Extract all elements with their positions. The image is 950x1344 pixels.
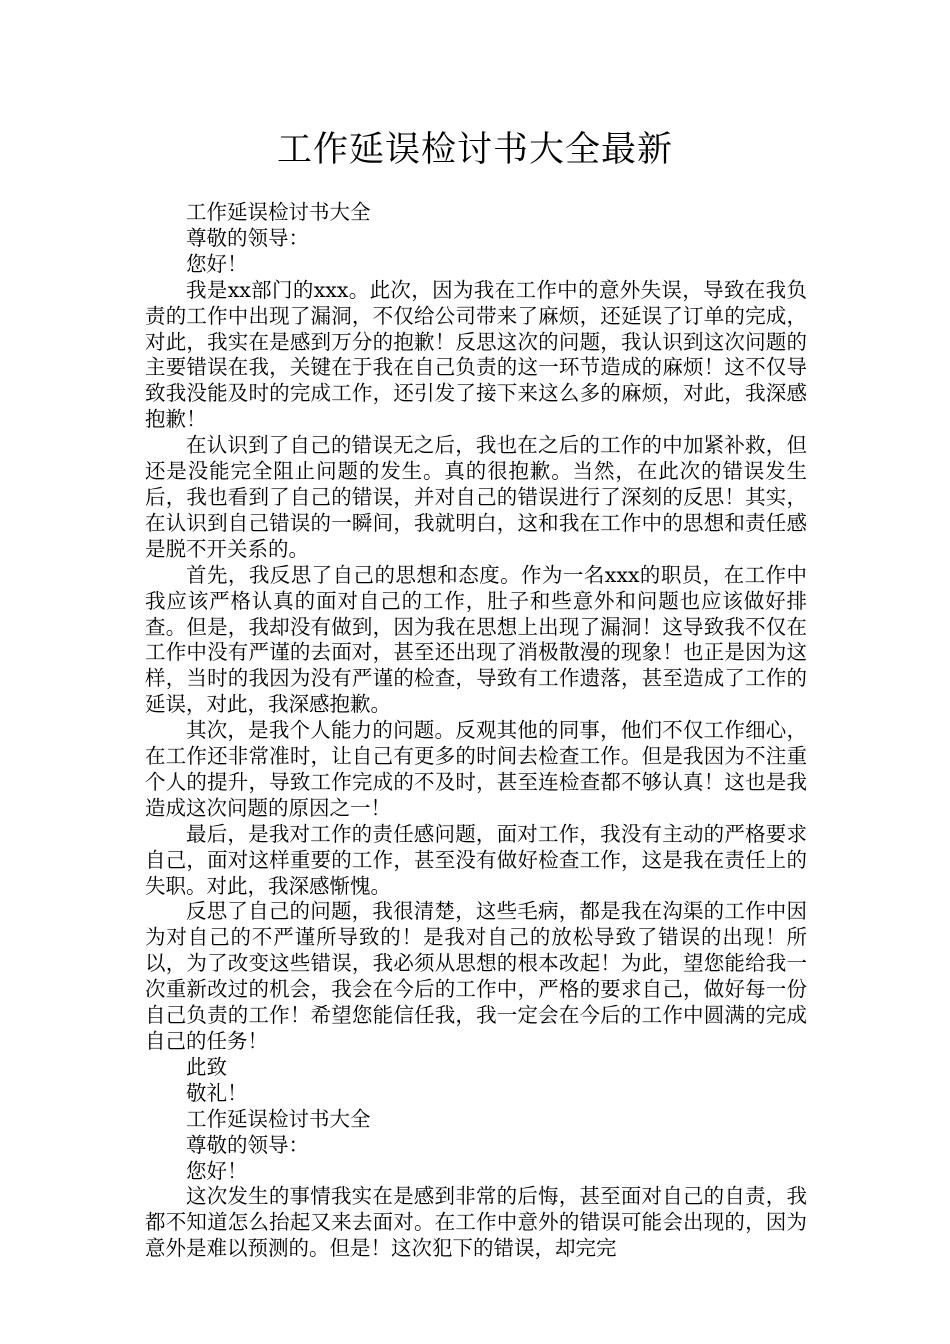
body-paragraph: 最后，是我对工作的责任感问题，面对工作，我没有主动的严格要求自己，面对这样重要的工作，甚至没有做好检查工作，这是我在责任上的失职。对此，我深感惭愧。 (145, 821, 807, 898)
body-paragraph: 反思了自己的问题，我很清楚，这些毛病，都是我在沟渠的工作中因为对自己的不严谨所导致的！是我对自己的放松导致了错误的出现！所以，为了改变这些错误，我必须从思想的根本改起！为此，望您能给我一次重新改过的机会，我会在今后的工作中，严格的要求自己，做好每一份自己负责的工作！希望您能信任我，我一定会在今后的工作中圆满的完成自己的任务！ (145, 899, 807, 1053)
subtitle-line: 工作延误检讨书大全 (186, 1106, 371, 1131)
salutation-line: 尊敬的领导： (186, 1132, 309, 1157)
document-title: 工作延误检讨书大全最新 (276, 130, 673, 170)
body-paragraph: 在认识到了自己的错误无之后，我也在之后的工作的中加紧补救，但还是没能完全阻止问题的发生。真的很抱歉。当然，在此次的错误发生后，我也看到了自己的错误，并对自己的错误进行了深刻的反思！其实，在认识到自己错误的一瞬间，我就明白，这和我在工作中的思想和责任感是脱不开关系的。 (145, 433, 807, 561)
closing-line: 此致 (186, 1054, 227, 1079)
greeting-line: 您好！ (186, 1158, 248, 1183)
body-paragraph: 其次，是我个人能力的问题。反观其他的同事，他们不仅工作细心，在工作还非常准时，让自己有更多的时间去检查工作。但是我因为不注重个人的提升，导致工作完成的不及时，甚至连检查都不够认真！这也是我造成这次问题的原因之一！ (145, 718, 807, 820)
document-body (145, 200, 807, 1262)
greeting-line: 您好！ (186, 251, 248, 276)
salutation-line: 尊敬的领导： (186, 225, 309, 250)
body-paragraph: 我是xx部门的xxx。此次，因为我在工作中的意外失误，导致在我负责的工作中出现了漏洞，不仅给公司带来了麻烦，还延误了订单的完成，对此，我实在是感到万分的抱歉！反思这次的问题，我认识到这次问题的主要错误在我，关键在于我在自己负责的这一环节造成的麻烦！这不仅导致我没能及时的完成工作，还引发了接下来这么多的麻烦，对此，我深感抱歉！ (145, 277, 807, 432)
body-paragraph: 首先，我反思了自己的思想和态度。作为一名xxx的职员，在工作中我应该严格认真的面对自己的工作，肚子和些意外和问题也应该做好排查。但是，我却没有做到，因为我在思想上出现了漏洞！这导致我不仅在工作中没有严谨的去面对，甚至还出现了消极散漫的现象！也正是因为这样，当时的我因为没有严谨的检查，导致有工作遗落，甚至造成了工作的延误，对此，我深感抱歉。 (145, 562, 807, 717)
subtitle-line: 工作延误检讨书大全 (186, 200, 371, 224)
closing-line: 敬礼！ (186, 1080, 248, 1105)
body-paragraph: 这次发生的事情我实在是感到非常的后悔，甚至面对自己的自责，我都不知道怎么抬起又来去面对。在工作中意外的错误可能会出现的，因为意外是难以预测的。但是！这次犯下的错误，却完完 (145, 1184, 807, 1261)
